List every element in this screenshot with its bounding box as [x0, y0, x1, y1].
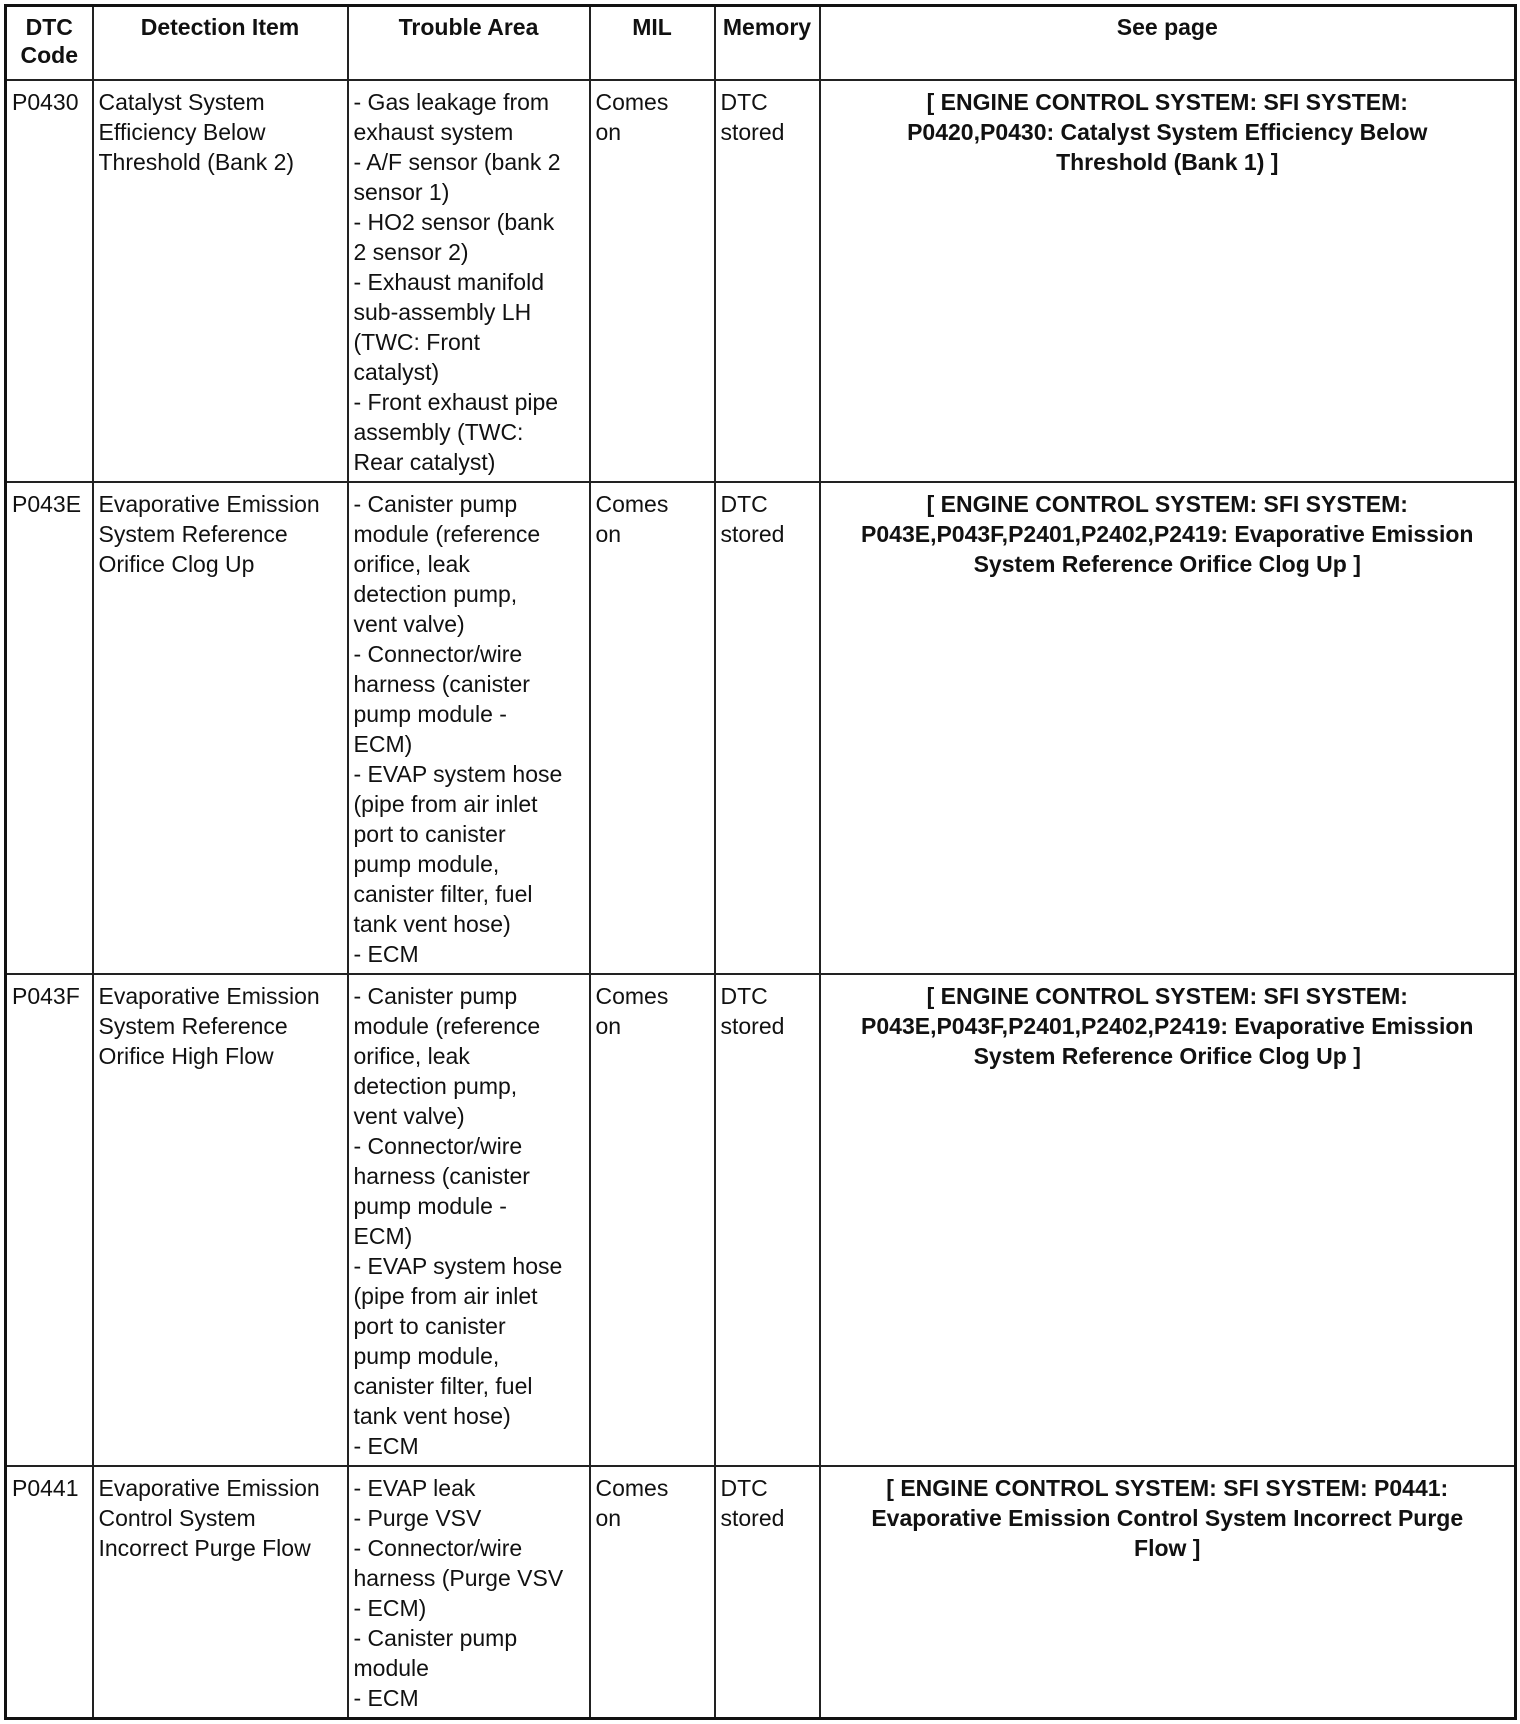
- dtc-code-cell: P0430: [6, 80, 93, 482]
- trouble-area-line: - ECM: [353, 1433, 419, 1459]
- trouble-area-line: canister filter, fuel: [353, 881, 533, 907]
- trouble-area-line: orifice, leak: [353, 1043, 470, 1069]
- header-memory: Memory: [715, 6, 820, 81]
- see-page-cell[interactable]: [820, 974, 1516, 1466]
- detection-item-cell: [93, 80, 348, 482]
- memory-line: stored: [720, 521, 785, 547]
- trouble-area-line: harness (Purge VSV: [353, 1565, 564, 1591]
- trouble-area-line: detection pump,: [353, 1073, 518, 1099]
- mil-line: on: [595, 119, 622, 145]
- dtc-table: [4, 4, 1517, 1720]
- trouble-area-line: detection pump,: [353, 581, 518, 607]
- detection-item-line: Incorrect Purge Flow: [98, 1535, 311, 1561]
- detection-item-cell: [93, 974, 348, 1466]
- mil-line: on: [595, 521, 622, 547]
- memory-cell: [715, 1466, 820, 1719]
- trouble-area-line: pump module -: [353, 701, 507, 727]
- mil-cell: [590, 482, 715, 974]
- trouble-area-line: assembly (TWC:: [353, 419, 524, 445]
- see-page-link-line[interactable]: [ ENGINE CONTROL SYSTEM: SFI SYSTEM:: [926, 491, 1408, 517]
- trouble-area-line: module (reference: [353, 1013, 541, 1039]
- see-page-link-line[interactable]: Flow ]: [1134, 1535, 1201, 1561]
- mil-line: Comes: [595, 491, 669, 517]
- see-page-cell[interactable]: [820, 1466, 1516, 1719]
- detection-item-cell: [93, 1466, 348, 1719]
- detection-item-cell: [93, 482, 348, 974]
- mil-cell: [590, 974, 715, 1466]
- see-page-link-line[interactable]: [ ENGINE CONTROL SYSTEM: SFI SYSTEM:: [926, 89, 1408, 115]
- trouble-area-line: (pipe from air inlet: [353, 791, 538, 817]
- trouble-area-line: - ECM): [353, 1595, 427, 1621]
- trouble-area-line: pump module,: [353, 1343, 500, 1369]
- trouble-area-line: catalyst): [353, 359, 440, 385]
- see-page-link-line[interactable]: P043E,P043F,P2401,P2402,P2419: Evaporative Emission: [861, 1013, 1474, 1039]
- mil-line: Comes: [595, 983, 669, 1009]
- memory-cell: [715, 482, 820, 974]
- trouble-area-line: pump module -: [353, 1193, 507, 1219]
- see-page-link-line[interactable]: [ ENGINE CONTROL SYSTEM: SFI SYSTEM:: [926, 983, 1408, 1009]
- trouble-area-line: tank vent hose): [353, 911, 511, 937]
- memory-line: DTC: [720, 89, 768, 115]
- trouble-area-line: - EVAP system hose: [353, 1253, 563, 1279]
- see-page-link-line[interactable]: [ ENGINE CONTROL SYSTEM: SFI SYSTEM: P0441:: [886, 1475, 1449, 1501]
- trouble-area-line: port to canister: [353, 1313, 506, 1339]
- header-row: [6, 6, 1516, 81]
- trouble-area-line: (pipe from air inlet: [353, 1283, 538, 1309]
- trouble-area-line: vent valve): [353, 611, 465, 637]
- trouble-area-cell: [348, 1466, 590, 1719]
- mil-line: on: [595, 1505, 622, 1531]
- memory-line: stored: [720, 1505, 785, 1531]
- memory-line: DTC: [720, 983, 768, 1009]
- trouble-area-line: tank vent hose): [353, 1403, 511, 1429]
- trouble-area-line: sensor 1): [353, 179, 450, 205]
- detection-item-line: System Reference: [98, 1013, 288, 1039]
- see-page-link-line[interactable]: System Reference Orifice Clog Up ]: [973, 1043, 1361, 1069]
- trouble-area-line: - EVAP leak: [353, 1475, 476, 1501]
- trouble-area-line: - Connector/wire: [353, 1133, 523, 1159]
- detection-item-line: Catalyst System: [98, 89, 265, 115]
- trouble-area-cell: [348, 974, 590, 1466]
- detection-item-line: Threshold (Bank 2): [98, 149, 295, 175]
- table-body: [6, 80, 1516, 1719]
- trouble-area-line: port to canister: [353, 821, 506, 847]
- memory-line: DTC: [720, 1475, 768, 1501]
- trouble-area-line: pump module,: [353, 851, 500, 877]
- dtc-code-cell: P043E: [6, 482, 93, 974]
- memory-cell: [715, 974, 820, 1466]
- trouble-area-line: - Canister pump: [353, 983, 518, 1009]
- trouble-area-line: orifice, leak: [353, 551, 470, 577]
- see-page-link-line[interactable]: Evaporative Emission Control System Incorrect Purge: [871, 1505, 1464, 1531]
- memory-line: stored: [720, 1013, 785, 1039]
- mil-cell: [590, 1466, 715, 1719]
- mil-cell: [590, 80, 715, 482]
- header-detection-item: Detection Item: [93, 6, 348, 81]
- trouble-area-line: vent valve): [353, 1103, 465, 1129]
- trouble-area-line: - Connector/wire: [353, 641, 523, 667]
- dtc-code-cell: P043F: [6, 974, 93, 1466]
- detection-item-line: Evaporative Emission: [98, 1475, 320, 1501]
- trouble-area-line: - ECM: [353, 941, 419, 967]
- detection-item-line: Evaporative Emission: [98, 983, 320, 1009]
- header-see-page: See page: [820, 6, 1516, 81]
- trouble-area-line: - ECM: [353, 1685, 419, 1711]
- header-dtc-code: [6, 6, 93, 81]
- trouble-area-line: - Connector/wire: [353, 1535, 523, 1561]
- detection-item-line: System Reference: [98, 521, 288, 547]
- detection-item-line: Evaporative Emission: [98, 491, 320, 517]
- trouble-area-line: harness (canister: [353, 671, 530, 697]
- see-page-link-line[interactable]: Threshold (Bank 1) ]: [1056, 149, 1279, 175]
- trouble-area-cell: [348, 80, 590, 482]
- trouble-area-line: Rear catalyst): [353, 449, 496, 475]
- trouble-area-line: sub-assembly LH: [353, 299, 532, 325]
- memory-line: stored: [720, 119, 785, 145]
- see-page-link-line[interactable]: P0420,P0430: Catalyst System Efficiency Below: [907, 119, 1428, 145]
- trouble-area-line: 2 sensor 2): [353, 239, 469, 265]
- see-page-cell[interactable]: [820, 482, 1516, 974]
- table-row: [6, 80, 1516, 482]
- trouble-area-line: ECM): [353, 731, 413, 757]
- trouble-area-line: - Purge VSV: [353, 1505, 482, 1531]
- see-page-link-line[interactable]: P043E,P043F,P2401,P2402,P2419: Evaporative Emission: [861, 521, 1474, 547]
- see-page-link-line[interactable]: System Reference Orifice Clog Up ]: [973, 551, 1361, 577]
- trouble-area-line: module: [353, 1655, 429, 1681]
- trouble-area-line: ECM): [353, 1223, 413, 1249]
- trouble-area-line: canister filter, fuel: [353, 1373, 533, 1399]
- table-row: [6, 1466, 1516, 1719]
- header-trouble-area: Trouble Area: [348, 6, 590, 81]
- mil-line: Comes: [595, 1475, 669, 1501]
- header-dtc-code-line: DTC: [25, 14, 73, 40]
- mil-line: on: [595, 1013, 622, 1039]
- detection-item-line: Orifice Clog Up: [98, 551, 255, 577]
- trouble-area-line: - Gas leakage from: [353, 89, 550, 115]
- detection-item-line: Orifice High Flow: [98, 1043, 274, 1069]
- trouble-area-line: - EVAP system hose: [353, 761, 563, 787]
- trouble-area-line: - Exhaust manifold: [353, 269, 544, 295]
- trouble-area-line: - Canister pump: [353, 1625, 518, 1651]
- detection-item-line: Control System: [98, 1505, 256, 1531]
- table-row: [6, 482, 1516, 974]
- see-page-cell[interactable]: [820, 80, 1516, 482]
- header-dtc-code-line: Code: [20, 42, 78, 68]
- trouble-area-line: exhaust system: [353, 119, 514, 145]
- trouble-area-line: - HO2 sensor (bank: [353, 209, 555, 235]
- trouble-area-line: - Canister pump: [353, 491, 518, 517]
- table-row: [6, 974, 1516, 1466]
- memory-line: DTC: [720, 491, 768, 517]
- trouble-area-line: - A/F sensor (bank 2: [353, 149, 561, 175]
- dtc-code-cell: P0441: [6, 1466, 93, 1719]
- trouble-area-line: harness (canister: [353, 1163, 530, 1189]
- trouble-area-cell: [348, 482, 590, 974]
- trouble-area-line: - Front exhaust pipe: [353, 389, 559, 415]
- detection-item-line: Efficiency Below: [98, 119, 266, 145]
- memory-cell: [715, 80, 820, 482]
- mil-line: Comes: [595, 89, 669, 115]
- trouble-area-line: module (reference: [353, 521, 541, 547]
- trouble-area-line: (TWC: Front: [353, 329, 480, 355]
- header-mil: MIL: [590, 6, 715, 81]
